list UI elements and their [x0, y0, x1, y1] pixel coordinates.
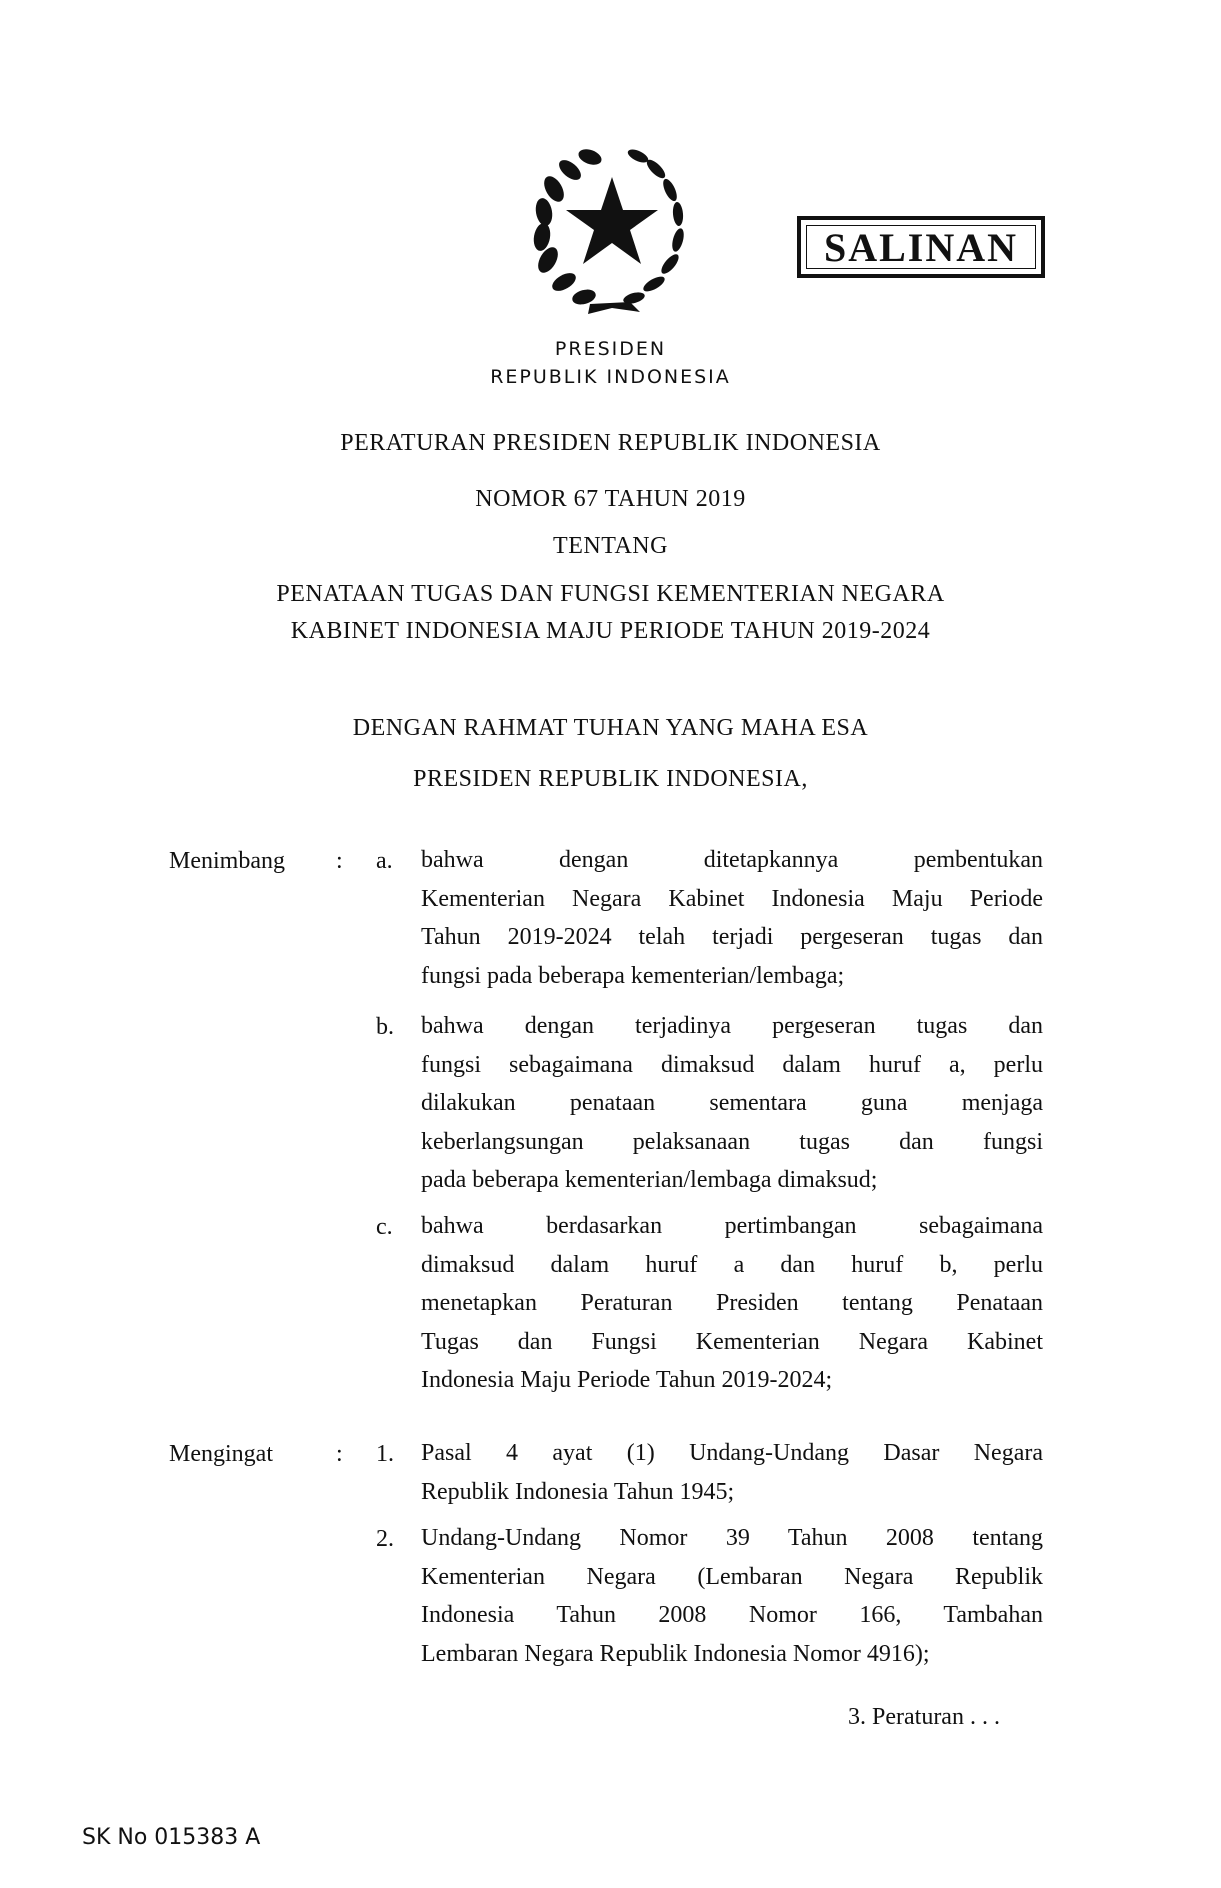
salinan-stamp: SALINAN — [797, 216, 1045, 278]
presidential-emblem-icon — [520, 142, 700, 317]
menimbang-item-c — [421, 1207, 1043, 1400]
presiden-caption: PRESIDEN — [554, 338, 667, 360]
mengingat-label: Mengingat — [169, 1441, 273, 1467]
text-line: fungsi sebagaimana dimaksud dalam huruf a, perlu — [421, 1051, 1043, 1078]
sk-number: SK No 015383 A — [82, 1825, 261, 1850]
text-line: Tugas dan Fungsi Kementerian Negara Kabinet — [421, 1328, 1043, 1355]
text-line: Pasal 4 ayat (1) Undang-Undang Dasar Negara — [421, 1440, 1043, 1466]
text-line: pada beberapa kementerian/lembaga dimaksud; — [421, 1167, 878, 1193]
regulation-subject-line2: KABINET INDONESIA MAJU PERIODE TAHUN 2019-2024 — [290, 618, 931, 644]
preamble-line1: DENGAN RAHMAT TUHAN YANG MAHA ESA — [352, 715, 869, 741]
republik-indonesia-caption: REPUBLIK INDONESIA — [490, 366, 731, 388]
text-line: Kementerian Negara (Lembaran Negara Republik — [421, 1563, 1043, 1590]
text-line: Tahun 2019-2024 telah terjadi pergeseran tugas dan — [421, 924, 1043, 950]
text-line: bahwa berdasarkan pertimbangan sebagaimana — [421, 1213, 1043, 1239]
mengingat-item-2 — [421, 1519, 1043, 1673]
text-line: fungsi pada beberapa kementerian/lembaga; — [421, 962, 845, 989]
menimbang-item-b — [421, 1007, 1043, 1200]
menimbang-marker-c: c. — [376, 1214, 393, 1240]
text-line: Lembaran Negara Republik Indonesia Nomor 4916); — [421, 1640, 930, 1667]
text-line: Undang-Undang Nomor 39 Tahun 2008 tentang — [421, 1525, 1043, 1551]
menimbang-label: Menimbang — [169, 848, 285, 874]
text-line: dilakukan penataan sementara guna menjaga — [421, 1090, 1043, 1116]
regulation-subject-line1: PENATAAN TUGAS DAN FUNGSI KEMENTERIAN NEGARA — [276, 581, 945, 607]
mengingat-marker-1: 1. — [376, 1441, 394, 1467]
text-line: dimaksud dalam huruf a dan huruf b, perlu — [421, 1251, 1043, 1278]
mengingat-marker-2: 2. — [376, 1526, 394, 1552]
text-line: keberlangsungan pelaksanaan tugas dan fungsi — [421, 1128, 1043, 1155]
tentang-heading: TENTANG — [553, 533, 668, 559]
text-line: Indonesia Maju Periode Tahun 2019-2024; — [421, 1367, 833, 1393]
menimbang-item-a — [421, 841, 1043, 995]
preamble-line2: PRESIDEN REPUBLIK INDONESIA, — [413, 766, 808, 792]
text-line: Republik Indonesia Tahun 1945; — [421, 1478, 735, 1505]
menimbang-marker-b: b. — [376, 1014, 394, 1040]
text-line: menetapkan Peraturan Presiden tentang Penataan — [421, 1290, 1043, 1316]
text-line: bahwa dengan terjadinya pergeseran tugas dan — [421, 1013, 1043, 1039]
page-continuation-note: 3. Peraturan . . . — [848, 1704, 1000, 1730]
regulation-number: NOMOR 67 TAHUN 2019 — [475, 486, 746, 512]
mengingat-item-1 — [421, 1434, 1043, 1511]
mengingat-colon: : — [336, 1441, 343, 1467]
text-line: Kementerian Negara Kabinet Indonesia Maju Periode — [421, 885, 1043, 912]
menimbang-marker-a: a. — [376, 848, 393, 874]
text-line: Indonesia Tahun 2008 Nomor 166, Tambahan — [421, 1602, 1043, 1628]
regulation-title: PERATURAN PRESIDEN REPUBLIK INDONESIA — [340, 430, 881, 456]
menimbang-colon: : — [336, 848, 343, 874]
text-line: bahwa dengan ditetapkannya pembentukan — [421, 847, 1043, 873]
